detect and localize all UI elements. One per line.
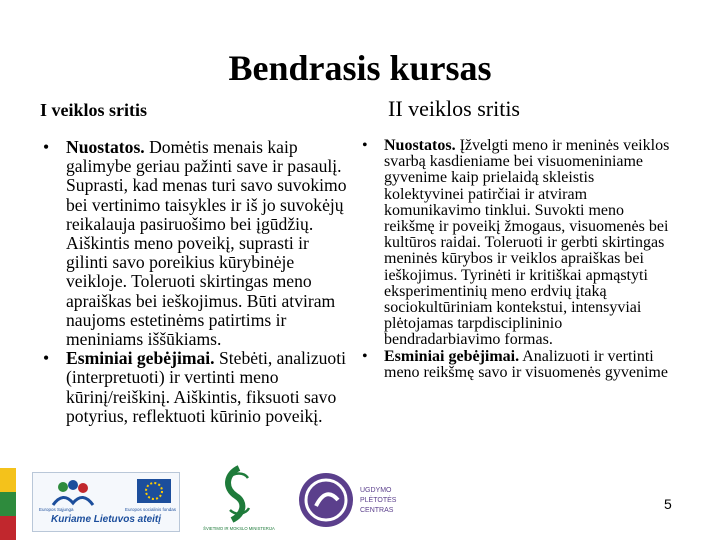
- eu-small-right: Europos socialinis fondas: [125, 507, 177, 512]
- education-center-logo: [296, 470, 414, 532]
- item-text: Įžvelgti meno ir meninės veiklos svarbą kasdieniame bei visuomeniniame gyvenime kaip prielaidą skleistis kolektyvinei patirčiai ir atviram komunikavimo tinklui. Suvokti meno reikšmę ir poveikį žmogaus, visuomenės bei kultūros raidai. Toleruoti ir gerbti skirtingas meninės kūrybos ir veiklos apraiškas bei ieškojimus. Tyrinėti ir kritiškai apmąstyti eksperimentinių meno erdvių įtaką sociokultūriniam kontekstui, intensyviai plėtojamas tarpdisciplininio bendradarbiavimo formas.: [384, 137, 670, 349]
- bullet: •: [362, 347, 368, 365]
- item-label: Nuostatos.: [66, 137, 145, 157]
- bullet: •: [362, 137, 368, 154]
- item-label: Esminiai gebėjimai.: [66, 348, 215, 369]
- people-icon: [53, 480, 93, 505]
- eu-logo-caption: Kuriame Lietuvos ateitį: [50, 514, 162, 525]
- list-item: [358, 138, 676, 349]
- item-label: Esminiai gebėjimai.: [384, 347, 520, 365]
- center-line-2: PLĖTOTĖS: [360, 497, 397, 504]
- ministry-caption: ŠVIETIMO IR MOKSLO MINISTERIJA: [203, 526, 275, 531]
- bullet: •: [43, 137, 50, 157]
- stripe-red: [0, 516, 16, 540]
- left-column-heading: I veiklos sritis: [40, 100, 148, 120]
- right-column-heading: II veiklos sritis: [388, 96, 520, 121]
- list-item: [358, 349, 676, 381]
- item-label: Nuostatos.: [384, 137, 456, 154]
- flag-stripes: [0, 468, 16, 540]
- eu-small-left: Europos Sąjunga: [39, 507, 74, 512]
- list-item: [40, 349, 352, 426]
- center-line-1: UGDYMO: [360, 487, 392, 494]
- bullet: •: [43, 348, 50, 369]
- stripe-yellow: [0, 468, 16, 492]
- eu-funds-logo-graphic: [33, 473, 179, 513]
- page-number: 5: [664, 496, 672, 512]
- stripe-green: [0, 492, 16, 516]
- center-line-3: CENTRAS: [360, 507, 394, 514]
- item-text: Domėtis menais kaip galimybe geriau pažinti save ir pasaulį. Suprasti, kad menas turi savo suvokimo bei vertinimo taisykles ir iš jo suvokėjų reikalauja pasiruošimo bei įgūdžių. Aiškintis meno poveikį, suprasti ir gilinti savo poreikius kūrybinėje veikloje. Toleruoti skirtingas meno apraiškas bei ieškojimus. Būti atviram naujoms estetinėms patirtims ir meniniams iššūkiams.: [66, 137, 347, 350]
- item-text: Analizuoti ir vertinti meno reikšmę savo ir visuomenės gyvenime: [384, 347, 668, 381]
- eu-funds-logo: [32, 472, 180, 532]
- right-column-list: [358, 138, 676, 381]
- list-item: [40, 138, 352, 349]
- item-text: Stebėti, analizuoti (interpretuoti) ir vertinti meno kūrinį/reiškinį. Aiškintis, fiksuoti savo potyrius, reflektuoti kūrinio poveikį.: [66, 348, 347, 426]
- eu-flag-icon: [137, 479, 171, 503]
- ministry-logo: [196, 464, 282, 534]
- slide-title: Bendrasis kursas: [228, 48, 492, 88]
- left-column-list: [40, 138, 352, 426]
